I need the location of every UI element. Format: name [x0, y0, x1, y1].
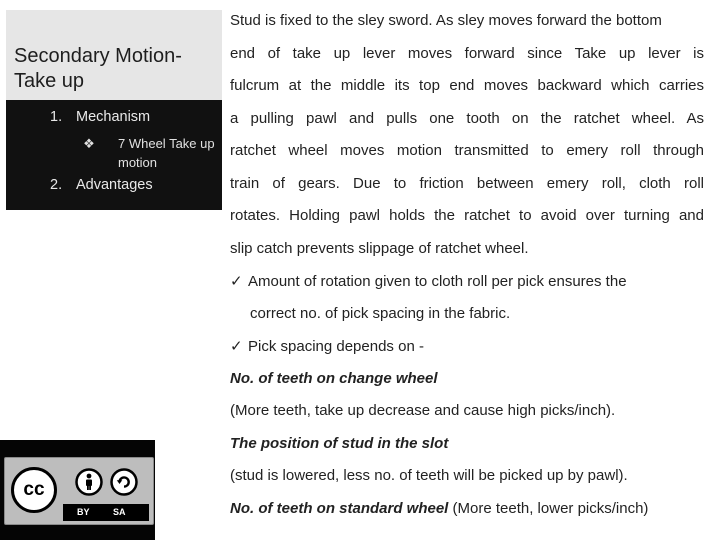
factor-note: (stud is lowered, less no. of teeth will be picked up by pawl). [230, 467, 628, 484]
outline-label: Advantages [76, 177, 153, 193]
paragraph-line: slip catch prevents slippage of ratchet wheel. [230, 240, 529, 257]
check-mark-icon: ✓ [230, 273, 243, 290]
slide-title: Secondary Motion- Take up [14, 45, 182, 92]
outline-label: Mechanism [76, 109, 151, 125]
paragraph-line: fulcrum at the middle its top end moves backward which carries [230, 77, 704, 94]
factor-note: (More teeth, take up decrease and cause high picks/inch). [230, 402, 616, 419]
check-point-rotation [230, 272, 704, 290]
person-icon [75, 468, 103, 496]
paragraph-line: a pulling pawl and pulls one tooth on the ratchet wheel. As [230, 110, 704, 127]
paragraph-line: ratchet wheel moves motion transmitted to emery roll through [230, 142, 704, 159]
factor-heading: No. of teeth on standard wheel [230, 500, 449, 517]
factor-line [230, 500, 704, 517]
paragraph-line: Stud is fixed to the sley sword. As sley moves forward the bottom [230, 12, 662, 29]
check-point-pick-spacing [230, 337, 704, 355]
check-point-text: Pick spacing depends on - [248, 338, 424, 355]
check-mark-icon: ✓ [230, 338, 243, 355]
outline-number: 1. [50, 109, 63, 125]
outline-item-mechanism[interactable] [50, 109, 150, 125]
cc-by-sa-badge[interactable] [4, 457, 154, 525]
factor-heading: No. of teeth on change wheel [230, 370, 438, 387]
factor-note: (More teeth, lower picks/inch) [448, 500, 649, 517]
share-alike-icon [110, 468, 138, 496]
factor-heading: The position of stud in the slot [230, 435, 449, 452]
title-panel [6, 10, 222, 100]
diamond-bullet-icon: ❖ [83, 136, 95, 151]
license-panel [0, 440, 155, 540]
check-point-text: Amount of rotation given to cloth roll per pick ensures the [248, 273, 627, 290]
sa-label: SA [113, 507, 126, 517]
outline-number: 2. [50, 177, 63, 193]
paragraph-line: rotates. Holding pawl holds the ratchet to avoid over turning and [230, 207, 704, 224]
by-label: BY [77, 507, 90, 517]
outline-sublabel: 7 Wheel Take up motion [118, 136, 215, 170]
paragraph-line: end of take up lever moves forward since Take up lever is [230, 45, 704, 62]
outline-item-advantages[interactable] [50, 177, 153, 193]
check-point-continuation: correct no. of pick spacing in the fabric. [250, 305, 511, 322]
outline-panel [6, 100, 222, 210]
paragraph-line: train of gears. Due to friction between emery roll, cloth roll [230, 175, 704, 192]
license-labels [63, 504, 149, 521]
cc-icon: cc [11, 467, 57, 513]
